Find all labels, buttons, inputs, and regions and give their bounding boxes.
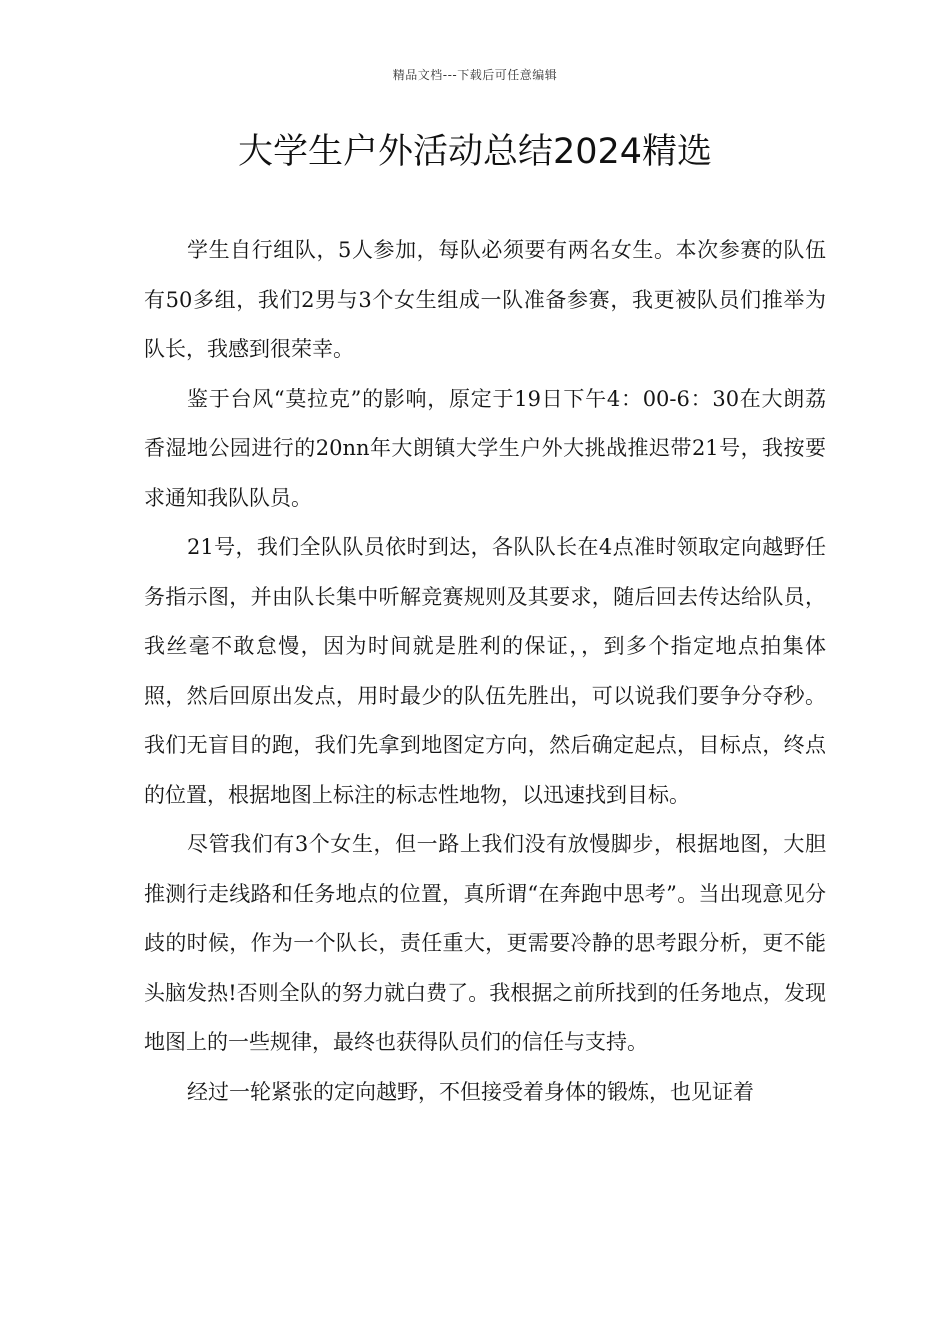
paragraph-4: 尽管我们有3个女生，但一路上我们没有放慢脚步，根据地图，大胆推测行走线路和任务地点的位置，真所谓“在奔跑中思考”。当出现意见分歧的时候，作为一个队长，责任重大，更需要冷静的思考跟分析，更不能头脑发热!否则全队的努力就白费了。我根据之前所找到的任务地点，发现地图上的一些规律，最终也获得队员们的信任与支持。 [144,832,826,1054]
paragraph-3: 21号，我们全队队员依时到达，各队队长在4点准时领取定向越野任务指示图，并由队长集中听解竞赛规则及其要求，随后回去传达给队员，我丝毫不敢怠慢，因为时间就是胜利的保证，，到多个指定地点拍集体照，然后回原出发点，用时最少的队伍先胜出，可以说我们要争分夺秒。我们无盲目的跑，我们先拿到地图定方向，然后确定起点，目标点，终点的位置，根据地图上标注的标志性地物，以迅速找到目标。 [144,535,826,807]
document-body [144,226,826,1117]
document-title: 大学生户外活动总结2024精选 [237,132,713,172]
paragraph-2: 鉴于台风“莫拉克”的影响，原定于19日下午4：00-6：30在大朗荔香湿地公园进行的20nn年大朗镇大学生户外大挑战推迟带21号，我按要求通知我队队员。 [144,386,826,510]
header-note: 精品文档---下载后可任意编辑 [392,68,558,82]
paragraph-1: 学生自行组队，5人参加，每队必须要有两名女生。本次参赛的队伍有50多组，我们2男与3个女生组成一队准备参赛，我更被队员们推举为队长，我感到很荣幸。 [144,238,826,361]
paragraph-5: 经过一轮紧张的定向越野，不但接受着身体的锻炼，也见证着 [187,1079,754,1104]
